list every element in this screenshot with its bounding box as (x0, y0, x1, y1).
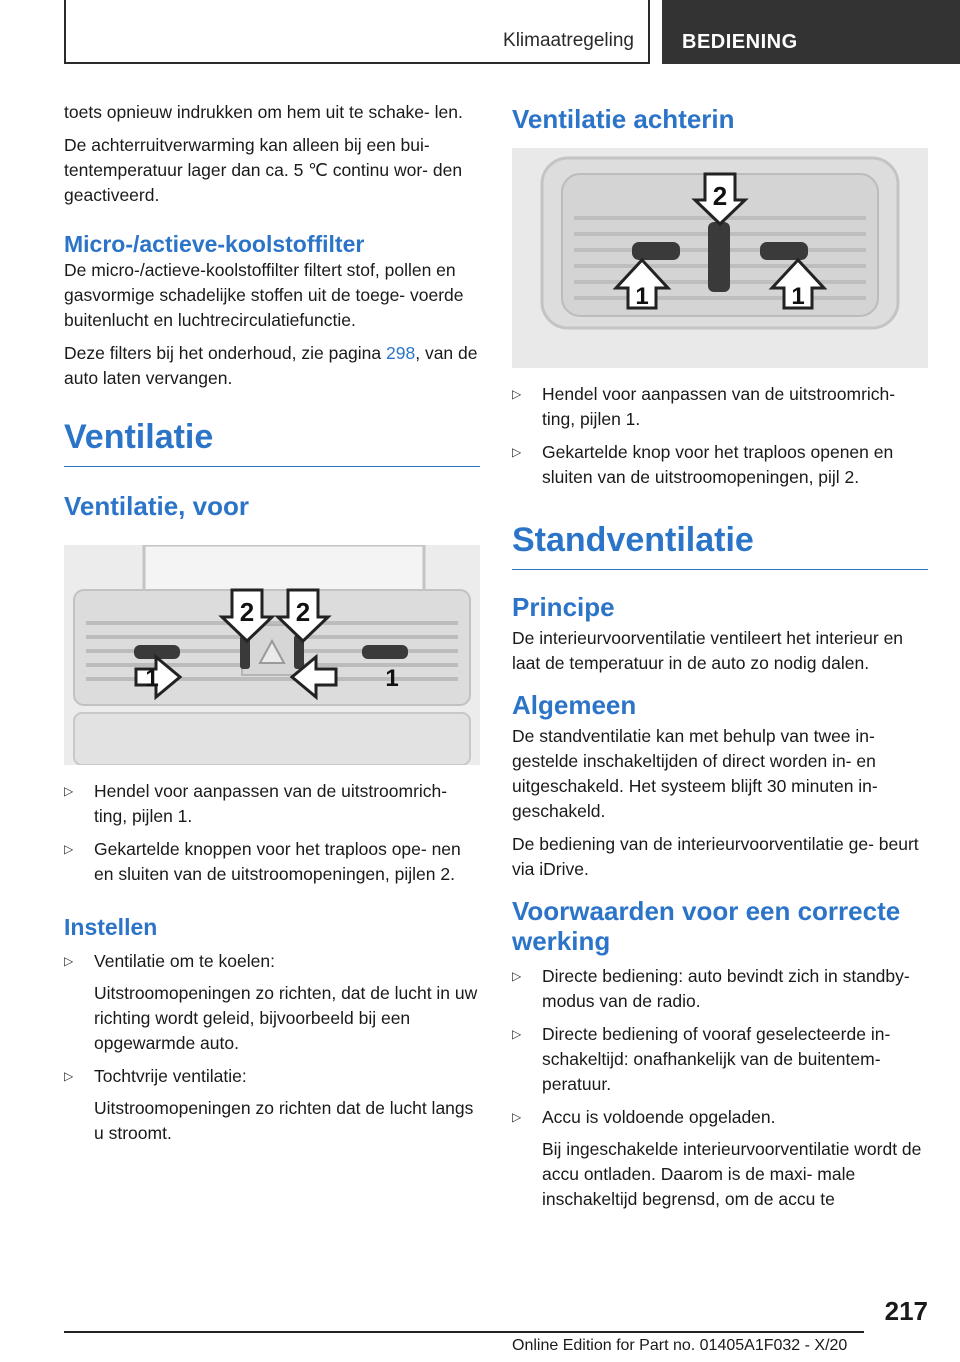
figure-label: 1 (385, 665, 399, 692)
list-item-text: Directe bediening: auto bevindt zich in standby-modus van de radio. (542, 966, 910, 1011)
list-item-text: Tochtvrije ventilatie: (94, 1066, 247, 1086)
right-column (512, 100, 928, 1220)
footer-divider (64, 1331, 864, 1333)
paragraph: De micro-/actieve-koolstoffilter filtert stof, pollen en gasvormige schadelijke stoffen uit de toege- voerde buitenlucht en luchtrecirculatiefunctie. (64, 260, 464, 330)
figure-label: 2 (712, 181, 728, 211)
list-item-subtext: Uitstroomopeningen zo richten, dat de lucht in uw richting wordt geleid, bijvoorbeeld bij een opgewarmde auto. (94, 983, 478, 1053)
figure-label: 1 (635, 283, 649, 310)
bullet-list (512, 382, 928, 490)
triangle-bullet-icon: ▷ (64, 784, 74, 798)
paragraph: De bediening van de interieurvoorventilatie ge- beurt via iDrive. (512, 834, 919, 879)
triangle-bullet-icon: ▷ (64, 1069, 74, 1083)
left-column (64, 100, 480, 1154)
list-item (64, 837, 480, 887)
section-heading: Ventilatie achterin (512, 104, 735, 134)
paragraph: De achterruitverwarming kan alleen bij een bui- tentemperatuur lager dan ca. 5 ℃ continu wor- den geactiveerd. (64, 135, 463, 205)
paragraph: De standventilatie kan met behulp van twee in- gestelde inschakeltijden of direct worden in- en uitgeschakeld. Het systeem blijft 30 minuten in- geschakeld. (512, 726, 878, 821)
triangle-bullet-icon: ▷ (512, 445, 522, 459)
list-item-subtext: Uitstroomopeningen zo richten dat de lucht langs u stroomt. (94, 1098, 474, 1143)
triangle-bullet-icon: ▷ (512, 1027, 522, 1041)
section-heading: Micro-/actieve-koolstoffilter (64, 231, 365, 257)
list-item-text: Hendel voor aanpassen van de uitstroomrich- ting, pijlen 1. (542, 384, 896, 429)
list-item-text: Hendel voor aanpassen van de uitstroomrich- ting, pijlen 1. (94, 781, 448, 826)
chapter-heading: Ventilatie (64, 417, 480, 467)
list-item-subtext: Bij ingeschakelde interieurvoorventilatie wordt de accu ontladen. Daarom is de maxi- male inschakeltijd begrensd, om de accu te (542, 1139, 922, 1209)
header-section-box (64, 0, 650, 64)
paragraph: De interieurvoorventilatie ventileert het interieur en laat de temperatuur in de auto zo nodig dalen. (512, 628, 904, 673)
rear-vents-figure (512, 148, 928, 368)
page-number: 217 (884, 1296, 928, 1326)
triangle-bullet-icon: ▷ (64, 954, 74, 968)
paragraph-text: , van de auto laten vervangen. (64, 343, 478, 388)
list-item-text: Ventilatie om te koelen: (94, 951, 275, 971)
list-item (64, 949, 480, 1056)
header-chapter-title: BEDIENING (682, 31, 798, 53)
list-item-text: Directe bediening of vooraf geselecteerde in- schakeltijd: onafhankelijk van de buitentem- peratuur. (542, 1024, 891, 1094)
triangle-bullet-icon: ▷ (512, 1110, 522, 1124)
front-vents-figure (64, 545, 480, 765)
section-heading: Principe (512, 592, 615, 622)
list-item-text: Gekartelde knoppen voor het traploos ope- nen en sluiten van de uitstroomopeningen, pijlen 2. (94, 839, 461, 884)
triangle-bullet-icon: ▷ (512, 969, 522, 983)
header-section-title: Klimaatregeling (503, 30, 634, 51)
list-item-text: Accu is voldoende opgeladen. (542, 1107, 776, 1127)
list-item (64, 779, 480, 829)
chapter-heading: Standventilatie (512, 520, 928, 570)
section-heading: Voorwaarden voor een correcte werking (512, 896, 901, 956)
bullet-list (64, 779, 480, 887)
header-chapter-box (662, 0, 960, 64)
bullet-list (512, 964, 928, 1212)
section-heading: Algemeen (512, 690, 637, 720)
list-item (512, 440, 928, 490)
list-item (512, 382, 928, 432)
triangle-bullet-icon: ▷ (64, 842, 74, 856)
section-heading: Ventilatie, voor (64, 491, 249, 521)
bullet-list (64, 949, 480, 1146)
list-item-text: Gekartelde knop voor het traploos openen en sluiten van de uitstroomopeningen, pijl 2. (542, 442, 894, 487)
paragraph-text: Deze filters bij het onderhoud, zie pagina (64, 343, 387, 363)
list-item (512, 1022, 928, 1097)
figure-label: 2 (295, 597, 311, 627)
list-item (512, 1105, 928, 1212)
list-item (64, 1064, 480, 1146)
figure-label: 1 (791, 283, 805, 310)
figure-label: 2 (239, 597, 255, 627)
section-heading: Instellen (64, 914, 158, 940)
triangle-bullet-icon: ▷ (512, 387, 522, 401)
paragraph: toets opnieuw indrukken om hem uit te schake- len. (64, 102, 463, 122)
list-item (512, 964, 928, 1014)
figure-label: 1 (145, 665, 159, 692)
footer-edition: Online Edition for Part no. 01405A1F032 - X/20 (512, 1337, 848, 1354)
paragraph (64, 341, 480, 391)
page-reference-link[interactable]: 298 (386, 343, 416, 363)
